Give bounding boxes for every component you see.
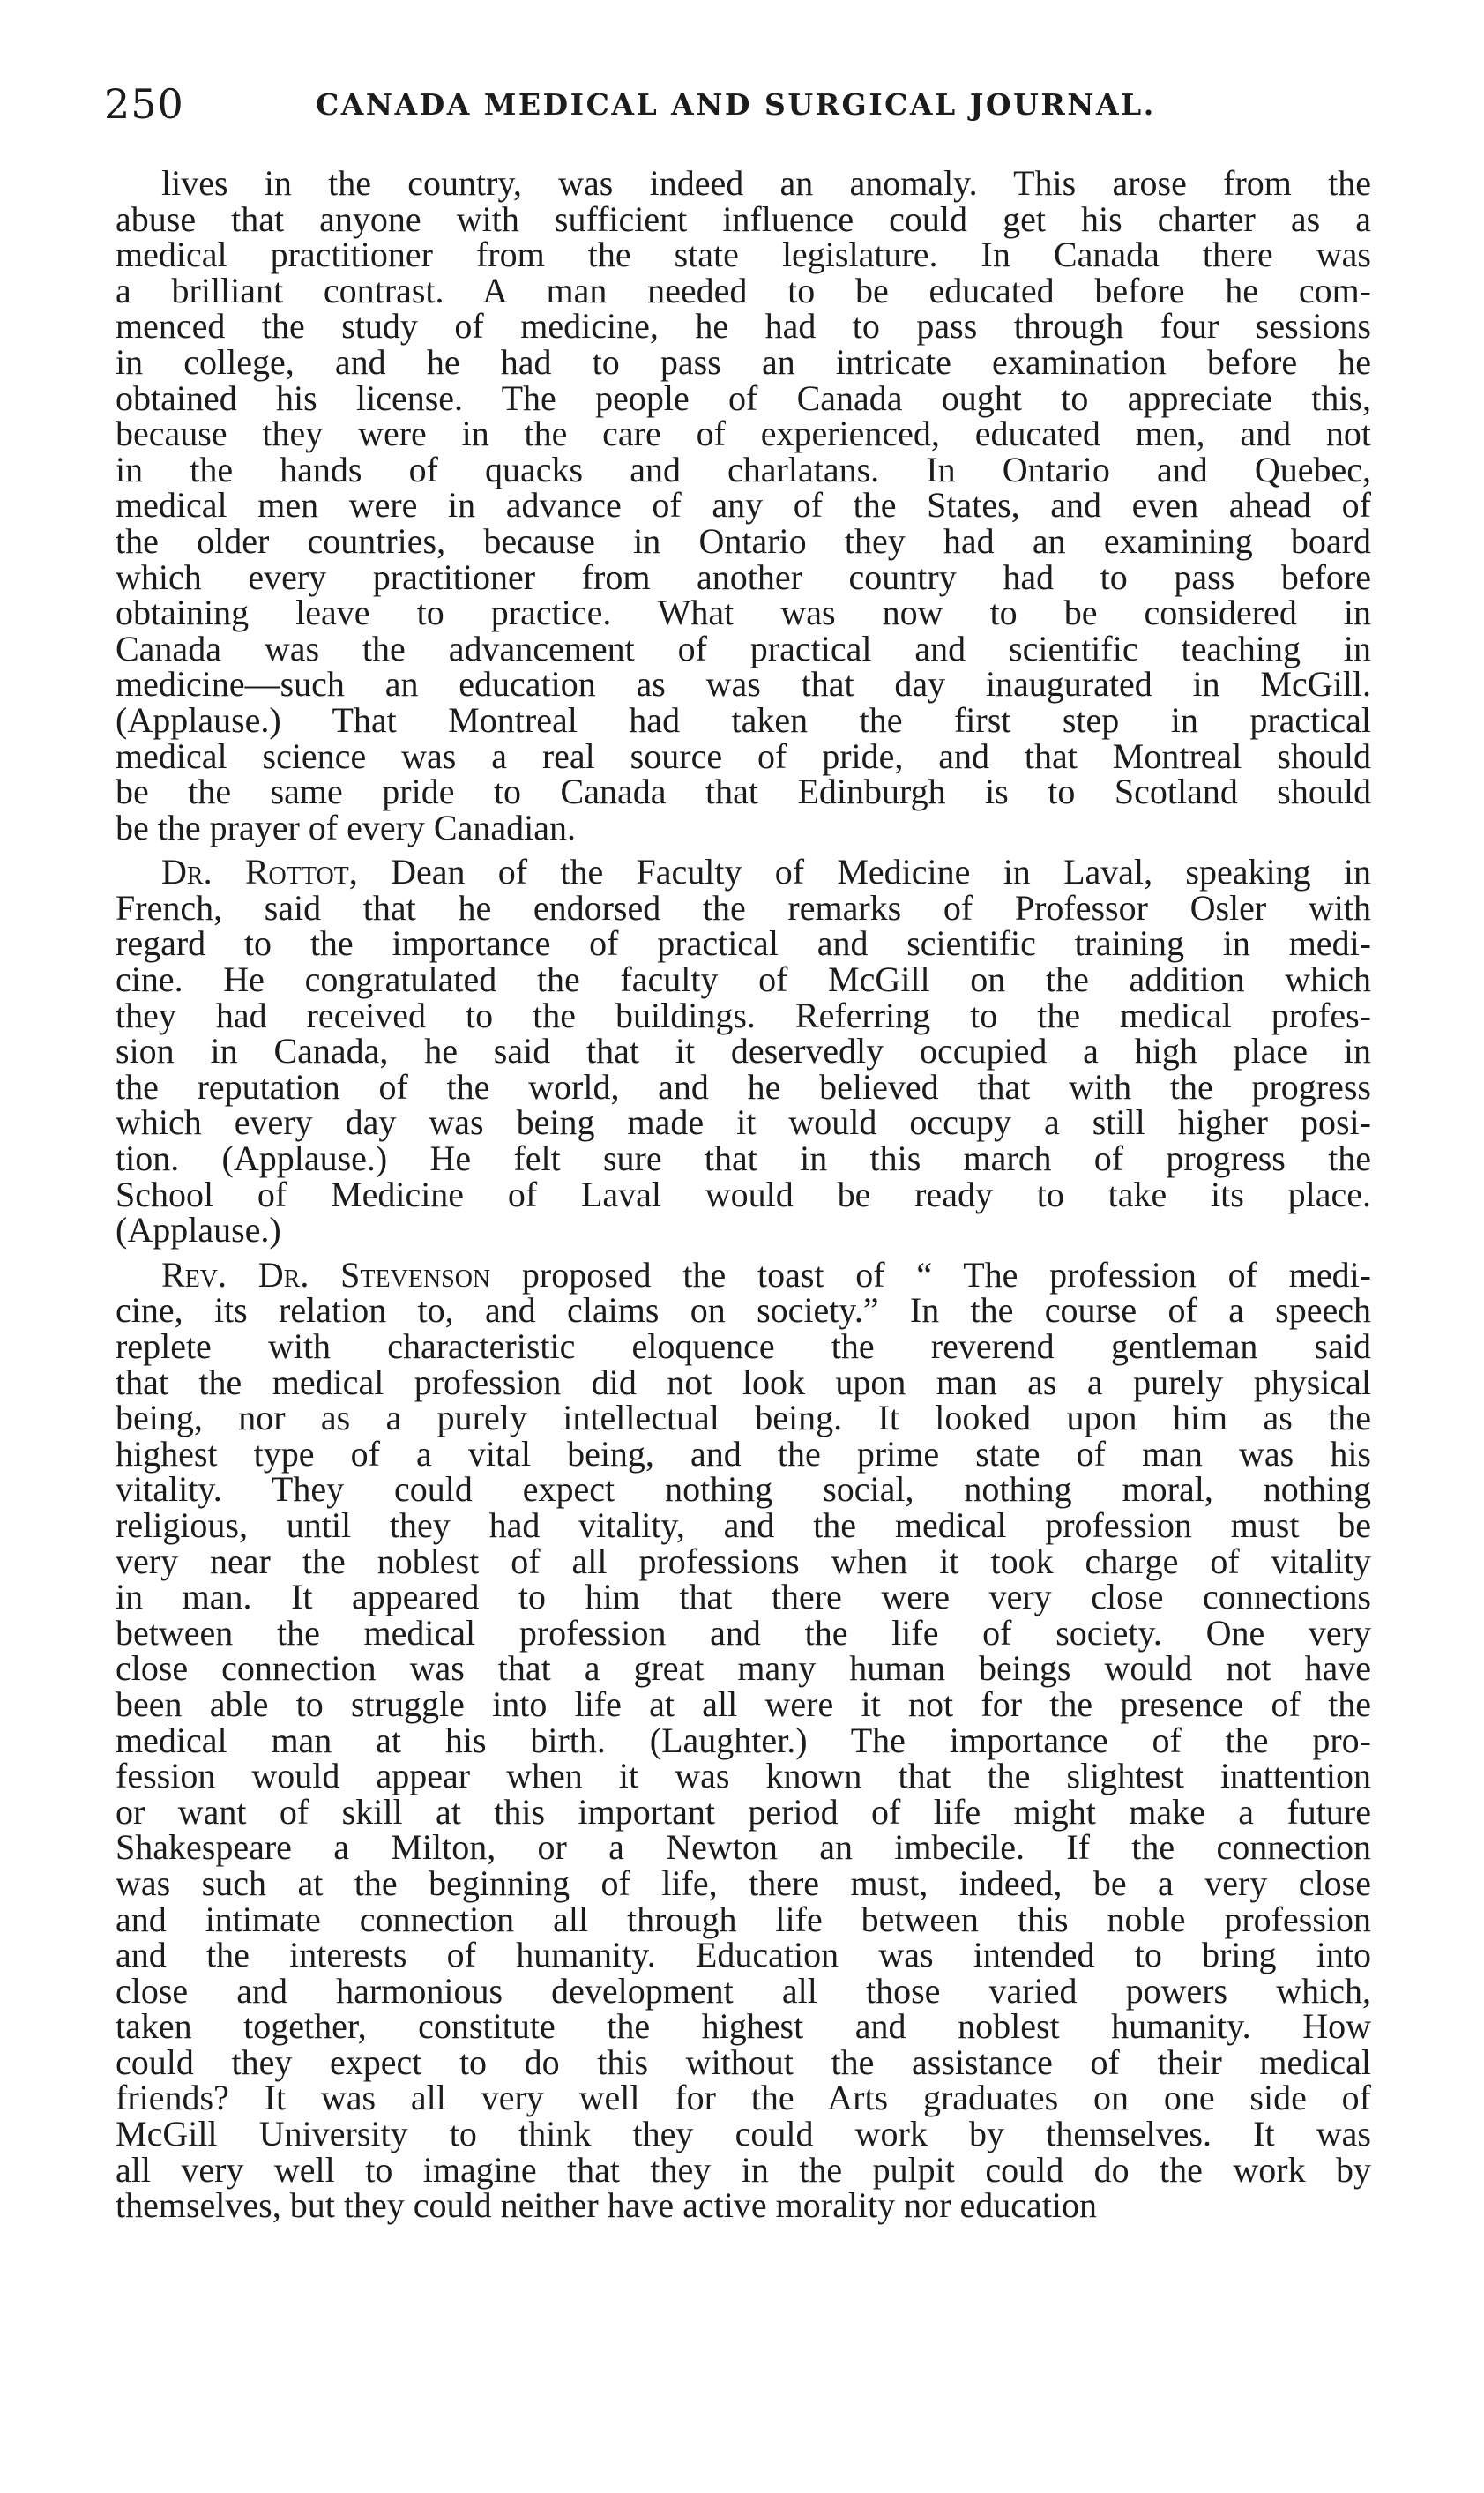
line-text: menced the study of medicine, he had to pass through four sessions	[116, 306, 1371, 347]
text-line	[116, 1031, 1371, 1071]
text-line	[116, 2041, 1371, 2082]
text-line	[116, 959, 1371, 1000]
line-text: (Applause.)	[116, 1210, 281, 1250]
line-text: replete with characteristic eloquence the reverend gentleman said	[116, 1326, 1371, 1366]
text-line	[116, 270, 1371, 310]
text-line	[116, 1899, 1371, 1939]
line-text: McGill University to think they could work by themselves. It was	[116, 2114, 1371, 2154]
text-line	[116, 2080, 1371, 2116]
text-line	[116, 237, 1371, 273]
page-header	[104, 78, 1374, 131]
text-line	[116, 595, 1371, 631]
text-line	[116, 416, 1371, 452]
line-text: regard to the importance of practical and scientific training in medi-	[116, 923, 1371, 964]
speaker-name: Dr. Rottot,	[161, 852, 358, 892]
paragraph-rev-dr-stevenson	[116, 1254, 1372, 2226]
line-text: highest type of a vital being, and the prime state of man was his	[116, 1433, 1371, 1474]
line-text: the reputation of the world, and he believed that with the progress	[116, 1066, 1371, 1107]
text-line	[116, 449, 1371, 489]
text-line	[116, 485, 1371, 526]
text-line	[116, 2006, 1371, 2047]
line-text: Dean of the Faculty of Medicine in Laval, speaking in	[357, 852, 1371, 892]
line-text: taken together, constitute the highest and noblest humanity. How	[116, 2006, 1371, 2047]
line-text: was such at the beginning of life, there must, indeed, be a very close	[116, 1862, 1371, 1903]
text-line	[116, 1862, 1371, 1903]
text-line	[116, 699, 1371, 740]
text-line	[116, 1937, 1371, 1974]
speaker-name: Rev. Dr. Stevenson	[161, 1254, 491, 1295]
line-text: they had received to the buildings. Referring to the medical profes-	[116, 995, 1371, 1035]
line-text: religious, until they had vitality, and the medical profession must be	[116, 1504, 1371, 1545]
line-text: Canada was the advancement of practical and scientific teaching in	[116, 628, 1371, 668]
text-line	[116, 520, 1371, 561]
paragraph-continuation	[116, 163, 1371, 847]
line-text: sion in Canada, he said that it deservedly occupied a high place in	[116, 1031, 1371, 1071]
line-text: that the medical profession did not look upon man as a purely physical	[116, 1362, 1371, 1402]
line-text: very near the noblest of all professions when it took charge of vitality	[116, 1541, 1371, 1581]
line-text: being, nor as a purely intellectual being. It looked upon him as the	[116, 1398, 1371, 1438]
text-line	[116, 1138, 1371, 1179]
text-line	[116, 2185, 1371, 2226]
line-text: which every practitioner from another country had to pass before	[116, 556, 1371, 597]
line-text: (Applause.) That Montreal had taken the first step in practical	[116, 699, 1371, 740]
text-line	[116, 163, 1371, 203]
line-text: Shakespeare a Milton, or a Newton an imbecile. If the connection	[116, 1827, 1371, 1868]
text-line	[116, 1579, 1371, 1616]
line-text: and the interests of humanity. Education was intended to bring into	[116, 1935, 1371, 1975]
line-text: French, said that he endorsed the remarks of Professor Osler with	[116, 887, 1371, 928]
text-line	[116, 1066, 1371, 1107]
text-line	[116, 1827, 1371, 1868]
text-line	[116, 1362, 1371, 1402]
line-text: which every day was being made it would occupy a still higher posi-	[116, 1102, 1371, 1143]
text-line	[116, 341, 1371, 382]
running-title: CANADA MEDICAL AND SURGICAL JOURNAL.	[316, 87, 1156, 122]
text-line	[116, 1612, 1371, 1653]
line-text: medical men were in advance of any of the States, and even ahead of	[116, 485, 1371, 526]
line-text: abuse that anyone with sufficient influence could get his charter as a	[116, 198, 1371, 239]
line-text: the older countries, because in Ontario they had an examining board	[116, 520, 1371, 561]
line-text: friends? It was all very well for the Arts graduates on one side of	[116, 2078, 1371, 2118]
line-text: medical practitioner from the state legislature. In Canada there was	[116, 235, 1371, 275]
text-line	[116, 1504, 1371, 1545]
text-line	[116, 1758, 1371, 1795]
line-text: a brilliant contrast. A man needed to be educated before he com-	[116, 270, 1371, 310]
text-line	[116, 1541, 1371, 1581]
text-line	[116, 2116, 1371, 2153]
line-text: themselves, but they could neither have active morality nor education	[116, 2185, 1097, 2226]
text-line	[116, 628, 1371, 668]
line-text: lives in the country, was indeed an anomaly. This arose from the	[161, 163, 1371, 203]
text-line	[116, 306, 1371, 347]
text-line	[116, 1970, 1371, 2011]
text-line	[116, 2149, 1371, 2190]
paragraph-dr-rottot	[116, 852, 1371, 1250]
text-line	[116, 1210, 1371, 1250]
line-text: obtained his license. The people of Canada ought to appreciate this,	[116, 377, 1371, 418]
text-line	[116, 1648, 1371, 1689]
text-line	[116, 923, 1371, 964]
line-text: in college, and he had to pass an intricate examination before he	[116, 341, 1371, 382]
text-line	[116, 556, 1371, 597]
text-line	[116, 198, 1371, 239]
line-text: cine. He congratulated the faculty of McGill on the addition which	[116, 959, 1371, 1000]
line-text: in the hands of quacks and charlatans. In Ontario and Quebec,	[116, 449, 1371, 489]
text-line	[116, 1791, 1371, 1832]
line-text: cine, its relation to, and claims on society.” In the course of a speech	[116, 1290, 1371, 1331]
line-text: obtaining leave to practice. What was now to be considered in	[116, 593, 1371, 633]
text-line	[116, 887, 1371, 928]
text-line	[116, 807, 1371, 847]
text-line	[116, 664, 1371, 705]
line-text: medical science was a real source of pride, and that Montreal should	[116, 735, 1371, 776]
line-text: medicine—such an education as was that day inaugurated in McGill.	[116, 664, 1371, 705]
line-text: between the medical profession and the life of society. One very	[116, 1612, 1371, 1653]
line-text: tion. (Applause.) He felt sure that in this march of progress the	[116, 1138, 1371, 1179]
line-text: all very well to imagine that they in the pulpit could do the work by	[116, 2149, 1371, 2190]
line-text: vitality. They could expect nothing social, nothing moral, nothing	[116, 1469, 1371, 1510]
line-text: proposed the toast of “ The profession of medi-	[490, 1254, 1372, 1295]
text-line	[116, 1683, 1371, 1724]
line-text: fession would appear when it was known that the slightest inattention	[116, 1756, 1371, 1796]
line-text: medical man at his birth. (Laughter.) The importance of the pro-	[116, 1720, 1371, 1760]
line-text: because they were in the care of experienced, educated men, and not	[116, 414, 1371, 454]
text-line	[116, 1290, 1371, 1331]
line-text: be the prayer of every Canadian.	[116, 807, 576, 847]
text-line	[116, 1720, 1371, 1760]
line-text: School of Medicine of Laval would be ready to take its place.	[116, 1174, 1371, 1214]
line-text: could they expect to do this without the assistance of their medical	[116, 2041, 1371, 2082]
line-text: be the same pride to Canada that Edinburgh is to Scotland should	[116, 772, 1371, 812]
text-line	[116, 1102, 1371, 1143]
text-line	[116, 995, 1371, 1035]
text-line	[116, 1400, 1371, 1437]
article-body	[116, 163, 1372, 2226]
line-text: or want of skill at this important period of life might make a future	[116, 1791, 1371, 1832]
text-line	[116, 1254, 1372, 1295]
text-line	[116, 377, 1371, 418]
line-text: in man. It appeared to him that there were very close connections	[116, 1577, 1371, 1617]
line-text: close connection was that a great many human beings would not have	[116, 1648, 1371, 1689]
text-line	[116, 1433, 1371, 1474]
line-text: close and harmonious development all those varied powers which,	[116, 1970, 1371, 2011]
text-line	[116, 852, 1371, 892]
text-line	[116, 1469, 1371, 1510]
text-line	[116, 1174, 1371, 1214]
text-line	[116, 774, 1371, 810]
page-number: 250	[104, 80, 184, 128]
line-text: been able to struggle into life at all were it not for the presence of the	[116, 1683, 1371, 1724]
text-line	[116, 1326, 1371, 1366]
text-line	[116, 735, 1371, 776]
line-text: and intimate connection all through life between this noble profession	[116, 1899, 1371, 1939]
